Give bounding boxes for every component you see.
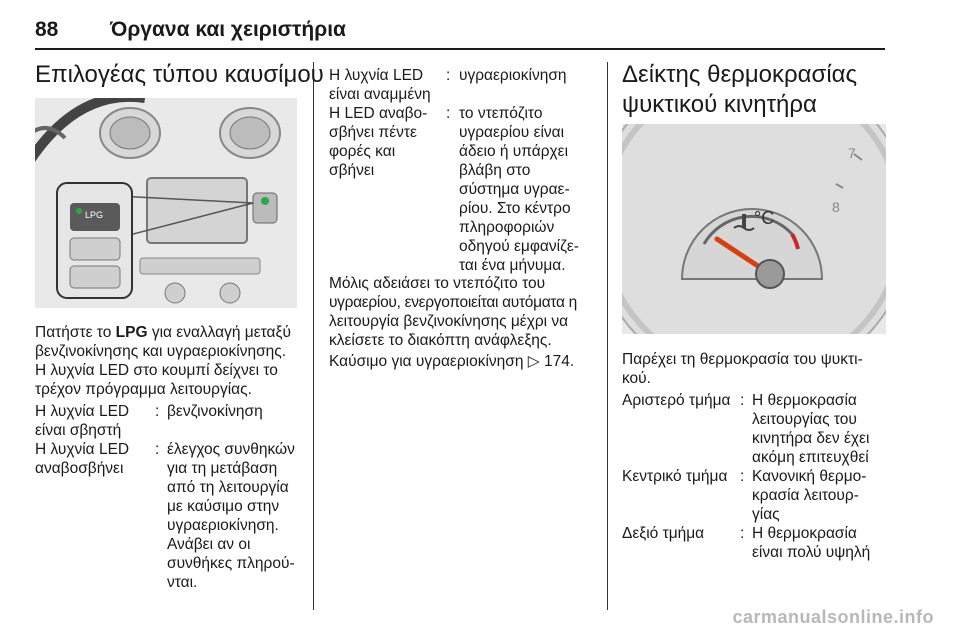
row-colon: : [155,403,160,420]
row-colon: : [740,392,745,409]
led-row-blinking [35,440,305,600]
intro-text: για εναλλαγή μεταξύ [147,324,291,341]
row-value: Η θερμοκρασία λειτουργίας του κινητήρα δεν έχει ακόμη επιτευχθεί [752,392,870,466]
row-label: Αριστερό τμήμα [622,392,731,409]
page-number: 88 [35,18,59,41]
row-label: Η λυχνία LED είναι σβηστή [35,403,130,439]
figure-fuel-selector [35,98,297,308]
intro-text: Πατήστε το [35,324,116,341]
page-reference-arrow-icon: ▷ [527,353,540,370]
section-title-fuel-selector: Επιλογέας τύπου καυσίμου [35,61,324,88]
row-value: υγραεριοκίνηση [459,67,567,84]
lpg-empty-paragraph: Μόλις αδειάσει το ντεπόζιτο του υγραερίου, ενεργοποιείται αυτόματα η λειτουργία βενζινοκίνησης μέχρι να κλείσετε το διακόπτη ανάφλεξης. [329,275,577,349]
row-label: Κεντρικό τμήμα [622,468,728,485]
led-row-off [35,402,305,442]
page-reference-link[interactable]: 174. [544,353,575,370]
row-value: έλεγχος συνθηκών για τη μετάβαση από τη λειτουργία με καύσιμο στην υγραεριοκίνηση. Ανάβει αν οι συνθήκες πληρού- νται. [167,441,295,591]
header-divider [35,48,885,50]
svg-text:7: 7 [848,145,856,161]
gauge-row-center [622,467,886,527]
gauge-row-left [622,391,886,471]
column-divider-right [607,62,608,610]
row-colon: : [740,468,745,485]
row-label: Η λυχνία LED αναβοσβήνει [35,441,130,477]
led-row-blink-five [329,104,599,279]
gauge-illustration [622,124,886,334]
coolant-intro: Παρέχει τη θερμοκρασία του ψυκτι- κού. [622,351,863,387]
row-value: Η θερμοκρασία είναι πολύ υψηλή [752,525,871,561]
reference-text: Καύσιμο για υγραεριοκίνηση [329,353,524,370]
row-value: το ντεπόζιτο υγραερίου είναι άδειο ή υπάρχει βλάβη στο σύστημα υγραε- ρίου. Στο κέντρο πληροφοριών οδηγού εμφανίζε- ται ένα μήνυμα. [459,105,579,274]
row-value: βενζινοκίνηση [167,403,263,420]
row-label: Η λυχνία LED είναι αναμμένη [329,67,431,103]
intro-text: τρέχον πρόγραμμα λειτουργίας. [35,381,252,398]
led-row-on [329,66,599,106]
dashboard-illustration [35,98,297,308]
watermark: carmanualsonline.info [732,607,934,627]
gauge-unit-label: °C [754,208,775,228]
section-title-coolant-temp: Δείκτης θερμοκρασίας ψυκτικού κινητήρα [622,61,858,118]
column-divider-left [313,62,314,610]
gauge-row-right [622,524,886,564]
row-colon: : [446,67,451,84]
lpg-bold: LPG [115,324,148,341]
lpg-button-label: LPG [85,210,104,220]
intro-text: Η λυχνία LED στο κουμπί δείχνει το [35,362,278,379]
row-colon: : [740,525,745,542]
row-colon: : [446,105,451,122]
svg-text:8: 8 [832,199,840,215]
row-value: Κανονική θερμο- κρασία λειτουρ- γίας [752,468,867,523]
chapter-title: Όργανα και χειριστήρια [110,18,346,41]
lpg-fuel-reference [329,352,601,371]
row-label: Δεξιό τμήμα [622,525,705,542]
row-colon: : [155,441,160,458]
row-label: Η LED αναβο- σβήνει πέντε φορές και σβήνει [329,105,428,179]
intro-text: βενζινοκίνησης και υγραεριοκίνησης. [35,343,287,360]
fuel-selector-intro [35,323,305,399]
figure-temperature-gauge [622,124,886,334]
